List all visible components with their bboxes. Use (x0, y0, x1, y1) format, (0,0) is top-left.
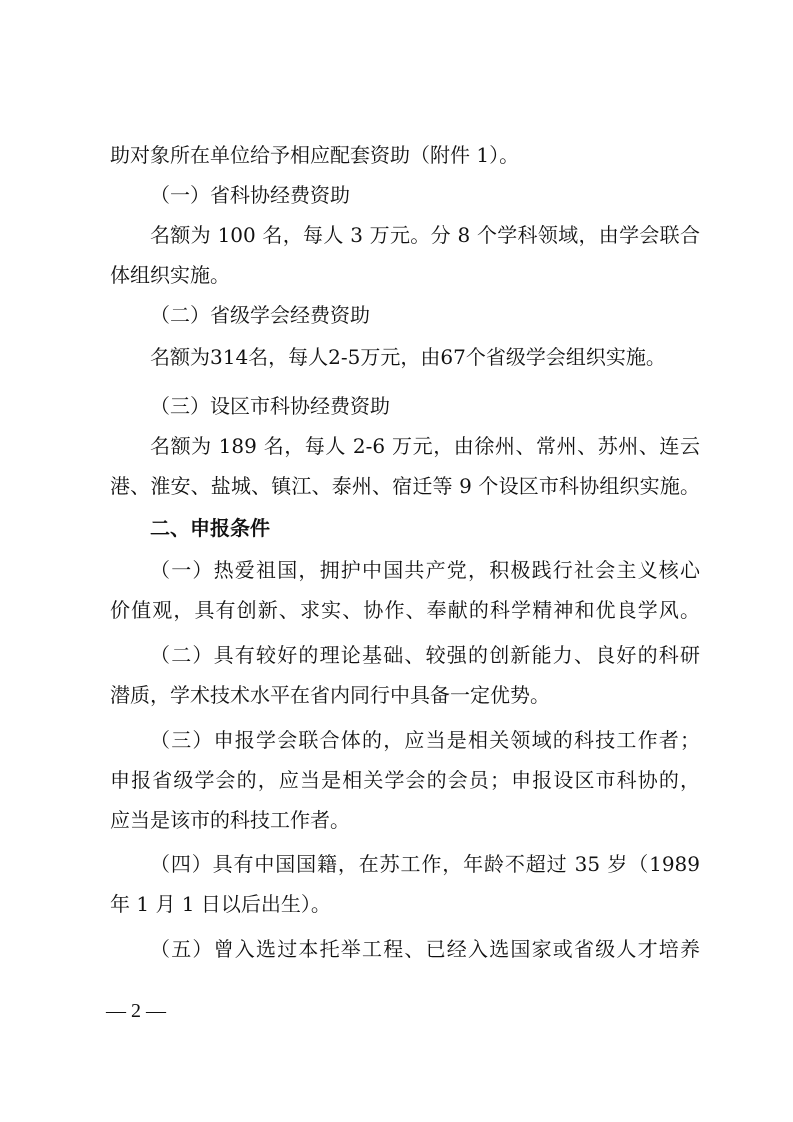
body-text-line: 名额为 100 名，每人 3 万元。分 8 个学科领域，由学会联合 (150, 223, 700, 247)
body-text-line: 助对象所在单位给予相应配套资助（附件 1）。 (110, 143, 520, 167)
body-text-line: 港、淮安、盐城、镇江、泰州、宿迁等 9 个设区市科协组织实施。 (110, 474, 700, 498)
body-text-line: 年 1 月 1 日以后出生）。 (110, 892, 331, 916)
body-text-line: 潜质，学术技术水平在省内同行中具备一定优势。 (110, 683, 550, 707)
body-text-line: 体组织实施。 (110, 263, 230, 287)
page-number: — 2 — (106, 1000, 166, 1022)
body-text-line: 名额为314名，每人2-5万元，由67个省级学会组织实施。 (150, 345, 666, 369)
subsection-heading: （一）省科协经费资助 (150, 183, 350, 207)
section-heading: 二、申报条件 (150, 516, 270, 540)
body-text-line: （三）申报学会联合体的，应当是相关领域的科技工作者； (150, 728, 700, 752)
body-text-line: （二）具有较好的理论基础、较强的创新能力、良好的科研 (150, 643, 700, 667)
subsection-heading: （二）省级学会经费资助 (150, 303, 370, 327)
body-text-line: （一）热爱祖国，拥护中国共产党，积极践行社会主义核心 (150, 558, 700, 582)
body-text-line: （五）曾入选过本托举工程、已经入选国家或省级人才培养 (150, 937, 700, 961)
body-text-line: 价值观，具有创新、求实、协作、奉献的科学精神和优良学风。 (110, 598, 700, 622)
body-text-line: （四）具有中国国籍，在苏工作，年龄不超过 35 岁（1989 (150, 852, 700, 876)
body-text-line: 申报省级学会的，应当是相关学会的会员；申报设区市科协的， (110, 768, 700, 792)
subsection-heading: （三）设区市科协经费资助 (150, 394, 390, 418)
body-text-line: 名额为 189 名，每人 2-6 万元，由徐州、常州、苏州、连云 (150, 434, 700, 458)
body-text-line: 应当是该市的科技工作者。 (110, 808, 350, 832)
